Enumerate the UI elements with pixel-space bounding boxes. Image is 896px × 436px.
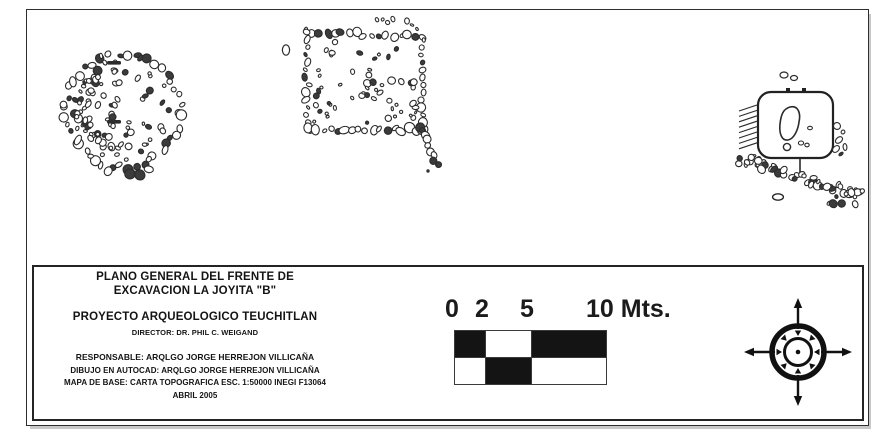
scale-bar-segment [486, 331, 532, 357]
stone [176, 91, 182, 98]
stone [145, 124, 152, 130]
stone [791, 76, 798, 81]
stone [162, 83, 167, 87]
stone [123, 51, 132, 60]
stone [338, 83, 342, 86]
illegible-label-mark [107, 120, 121, 124]
stone [306, 105, 310, 109]
stone [805, 143, 809, 147]
stone [420, 82, 427, 89]
stone [161, 145, 169, 155]
stone [94, 101, 101, 110]
stone [377, 53, 381, 57]
stone [418, 97, 424, 103]
stone [369, 33, 375, 39]
stone [365, 120, 369, 124]
stone [142, 122, 145, 125]
compass-rose [741, 295, 855, 409]
stone [381, 17, 385, 21]
stone [422, 38, 425, 43]
scale-bar-segment [455, 358, 486, 384]
stone [329, 50, 336, 55]
stone [365, 71, 373, 79]
small-stone-dot [426, 169, 429, 172]
stone [68, 128, 74, 134]
stone [127, 120, 132, 124]
stone [810, 175, 817, 180]
stone [124, 157, 129, 161]
stone [834, 194, 838, 199]
stone [418, 66, 427, 74]
stone [404, 18, 409, 25]
stone [384, 127, 392, 135]
stone [410, 23, 414, 26]
stone [384, 114, 393, 123]
stone [808, 126, 813, 129]
responsable-credit: RESPONSABLE: ARQLGO JORGE HERREJON VILLICAÑA [75, 351, 315, 362]
stone [114, 152, 119, 156]
stone [395, 103, 399, 107]
stone [303, 34, 311, 44]
stone [124, 142, 133, 151]
stone [834, 135, 844, 144]
stone [158, 63, 166, 72]
stone [322, 128, 328, 133]
stone [380, 83, 384, 87]
stone [159, 99, 165, 106]
scale-bar [454, 330, 607, 385]
stone [844, 192, 848, 196]
stone [361, 127, 368, 134]
stone [780, 72, 788, 78]
date-label: ABRIL 2005 [172, 390, 218, 400]
stone [303, 112, 310, 119]
stone [302, 28, 310, 36]
north-arrow-icon [794, 298, 802, 308]
stone [104, 50, 112, 58]
stone [419, 44, 425, 50]
stone [303, 67, 308, 72]
stone [85, 147, 91, 154]
east-arrow-icon [842, 348, 852, 356]
stone [418, 53, 423, 57]
stone [381, 30, 390, 40]
stone [176, 109, 188, 121]
stone [95, 74, 101, 80]
scale-tick-label-10: 10 Mts. [586, 295, 671, 323]
stone [99, 82, 103, 86]
autocad-credit: DIBUJO EN AUTOCAD: ARQLGO JORGE HERREJON VILLICAÑA [70, 365, 320, 375]
stone [166, 107, 172, 112]
stone [399, 110, 404, 115]
stone [402, 30, 412, 40]
stone [387, 76, 396, 85]
excavation-drawing-circular-structure [45, 30, 210, 190]
stone [142, 143, 147, 147]
base-map-credit: MAPA DE BASE: CARTA TOPOGRAFICA ESC. 1:50000 INEGI F13064 [63, 378, 327, 387]
stone [409, 114, 413, 118]
south-arrow-icon [794, 396, 802, 406]
west-arrow-icon [744, 348, 754, 356]
stone-circle-group [57, 50, 187, 182]
stone [166, 78, 173, 84]
stone [75, 126, 79, 131]
title-block-text [35, 271, 355, 400]
stone [125, 169, 136, 180]
stone [393, 115, 396, 118]
stone [179, 101, 186, 107]
stone [144, 165, 154, 173]
stone [325, 112, 329, 116]
stone [386, 54, 390, 60]
stone [391, 107, 394, 111]
stone [798, 141, 803, 145]
stone [838, 152, 843, 157]
plan-title-line-2: EXCAVACION LA JOYITA "B" [113, 284, 277, 297]
scale-tick-label-0: 0 [445, 295, 459, 323]
stone [316, 68, 320, 72]
stone [419, 73, 426, 81]
stone [301, 73, 307, 82]
stone [385, 20, 391, 26]
stone [420, 59, 426, 65]
stone [843, 143, 847, 150]
stone-walls-group [300, 16, 442, 168]
plan-title-line-1: PLANO GENERAL DEL FRENTE DE [96, 271, 294, 283]
stone [350, 69, 355, 75]
stone [312, 120, 316, 124]
stone [318, 74, 322, 78]
stone [375, 33, 382, 40]
scale-tick-label-2: 2 [475, 295, 489, 323]
stone [87, 87, 94, 94]
stone [435, 161, 442, 168]
stone [333, 105, 337, 110]
stone [138, 148, 145, 154]
stone [313, 102, 320, 109]
excavation-drawing-rectangular-unit [280, 10, 455, 185]
stone [390, 16, 395, 23]
stone [420, 112, 426, 117]
stone [117, 141, 124, 148]
stone [301, 95, 312, 104]
edge-nub [786, 88, 790, 93]
stone [65, 122, 70, 127]
stone [306, 82, 313, 87]
stone [324, 47, 330, 53]
scale-bar-segment [532, 358, 606, 384]
stone [77, 101, 81, 106]
stone [371, 96, 377, 101]
scale-bar-segment [455, 331, 486, 357]
small-pit-circle [783, 143, 790, 150]
stone [83, 117, 88, 124]
stone [96, 132, 100, 136]
stone [375, 17, 380, 22]
stone [100, 153, 104, 157]
stone [397, 78, 405, 86]
excavation-drawing-feature-with-pit [730, 60, 875, 210]
compass-mark [777, 349, 783, 355]
scale-tick-label-5: 5 [520, 295, 534, 323]
stone [305, 44, 311, 50]
scale-bar-segment [532, 331, 606, 357]
stone [367, 68, 372, 71]
stone [81, 84, 86, 88]
scale-bar-segment [486, 358, 532, 384]
stone [837, 183, 843, 190]
stone [389, 32, 400, 43]
stone [840, 129, 845, 134]
compass-mark [795, 368, 801, 374]
compass-mark [795, 331, 801, 337]
stone [415, 27, 419, 31]
stone [100, 92, 107, 99]
director-credit: DIRECTOR: DR. PHIL C. WEIGAND [131, 327, 259, 337]
stone [356, 50, 363, 56]
stone [304, 57, 312, 67]
isolated-stone [282, 45, 289, 55]
stone [84, 100, 92, 109]
stone [102, 59, 108, 65]
stone [121, 69, 129, 77]
stone [314, 29, 322, 37]
stone [148, 137, 153, 142]
stone [331, 38, 338, 45]
stone [328, 125, 336, 133]
stone [851, 200, 859, 209]
stone [372, 56, 377, 60]
stone [111, 123, 116, 128]
stone [170, 86, 176, 92]
project-name: PROYECTO ARQUEOLOGICO TEUCHITLAN [72, 311, 318, 323]
edge-nub [802, 88, 806, 93]
isolated-stone [773, 194, 784, 200]
stone [350, 96, 355, 101]
stone [414, 110, 417, 114]
stone [78, 89, 82, 93]
stone [311, 124, 320, 135]
stone [303, 52, 308, 57]
stone [393, 46, 399, 52]
stone [66, 95, 72, 101]
stone [801, 174, 806, 179]
stone [317, 109, 323, 114]
stone [386, 98, 392, 104]
compass-center-dot [796, 350, 801, 355]
stone [148, 74, 152, 78]
stone [88, 154, 94, 158]
stone [88, 122, 94, 128]
illegible-label-mark [107, 61, 121, 65]
stone [860, 188, 865, 194]
stone [754, 157, 762, 164]
stone [421, 89, 426, 96]
compass-mark [814, 349, 820, 355]
stone [828, 198, 839, 209]
stone [837, 198, 847, 208]
stone [411, 33, 419, 41]
stone [134, 74, 142, 82]
hatching-lines [739, 105, 757, 149]
stone [99, 53, 103, 59]
